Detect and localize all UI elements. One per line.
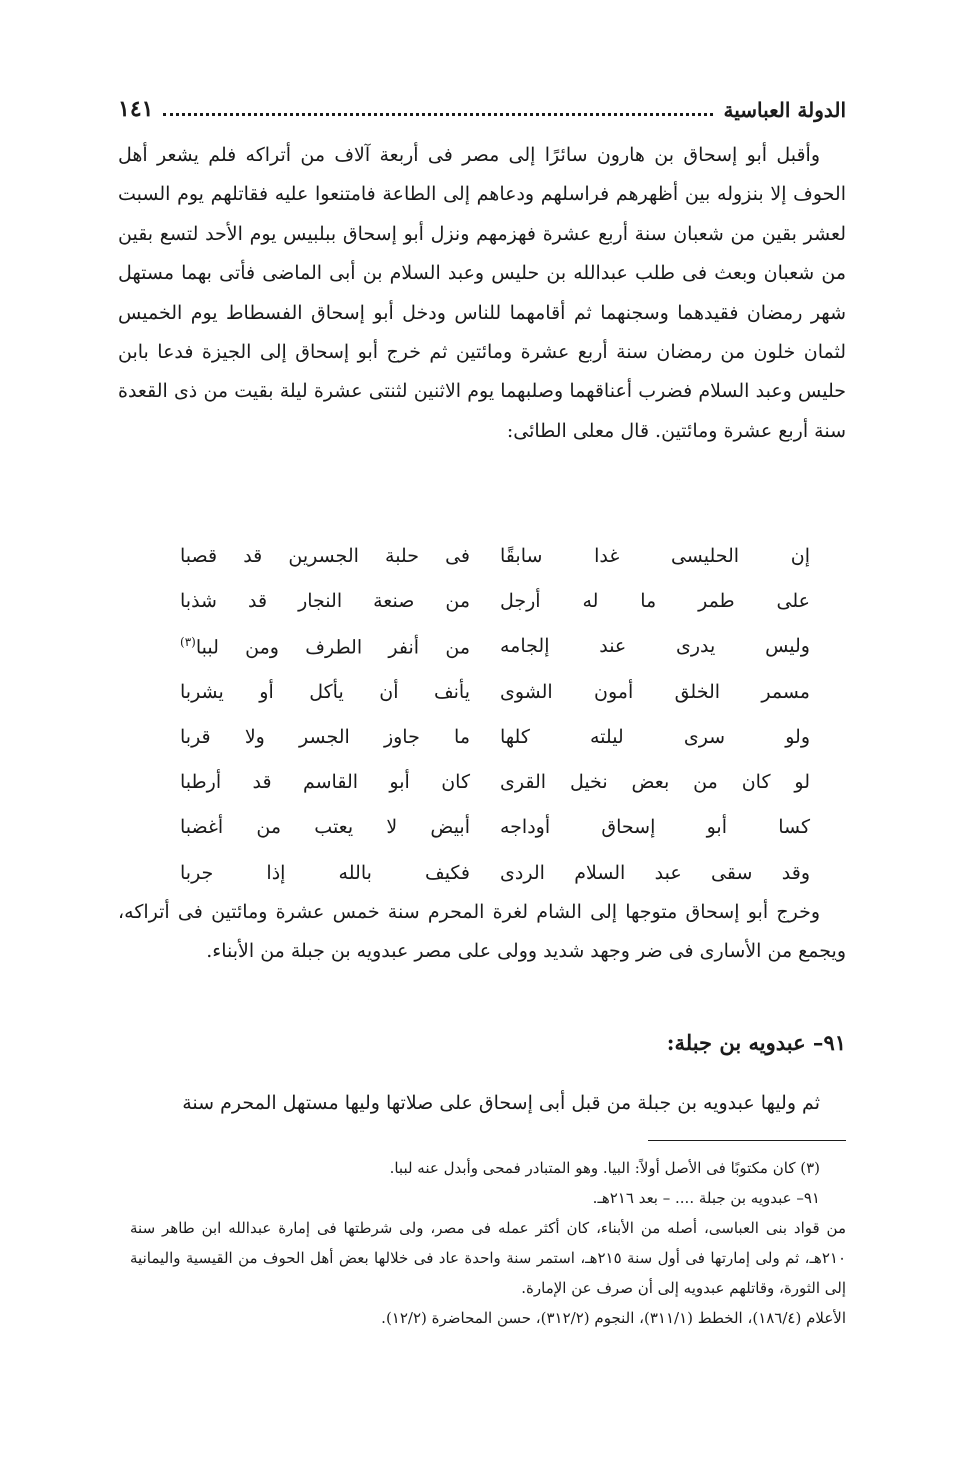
verse-row	[180, 850, 810, 895]
footnote-marker: (٣)	[180, 634, 196, 649]
verse-row	[180, 805, 810, 850]
running-title: الدولة العباسية	[723, 98, 846, 122]
page-number: ١٤١	[118, 96, 154, 122]
verse-second-hemistich: أبيض لا يعتب من أغضبا	[180, 816, 470, 839]
verse-second-hemistich: فى حلبة الجسرين قد قصبا	[180, 544, 470, 567]
verse-row	[180, 714, 810, 759]
footnote-entry-head: ٩١– عبدويه بن جبلة .... – بعد ٢١٦هـ.	[592, 1189, 820, 1207]
paragraph-3: ثم وليها عبدويه بن جبلة من قبل أبى إسحاق على صلاتها وليها مستهل المحرم سنة	[182, 1092, 820, 1114]
body-text-block-2	[118, 893, 846, 972]
poem	[180, 533, 810, 895]
verse-first-hemistich: كسا أبو إسحاق أوداجه	[500, 816, 810, 839]
verse-row	[180, 533, 810, 578]
verse-first-hemistich: على طمر ما له أرجل	[500, 589, 810, 612]
verse-second-hemistich: يأنف أن يأكل أو يشربا	[180, 680, 470, 703]
body-text-block-1	[118, 136, 846, 451]
verse-second-hemistich: فكيف بالله إذا جربا	[180, 861, 470, 884]
verse-row	[180, 759, 810, 804]
footnote-separator	[648, 1140, 846, 1141]
verse-first-hemistich: وليس يدرى عند إلجامه	[500, 635, 810, 658]
verse-row	[180, 624, 810, 669]
verse-row	[180, 669, 810, 714]
body-text-block-3	[118, 1084, 846, 1123]
section-heading: ٩١– عبدويه بن جبلة:	[666, 1030, 846, 1055]
verse-first-hemistich: ولو سرى ليلته كلها	[500, 725, 810, 748]
verse-first-hemistich: لو كان من بعض نخيل القرى	[500, 771, 810, 794]
footnotes	[130, 1153, 846, 1333]
running-header	[118, 88, 846, 122]
paragraph-1: وأقبل أبو إسحاق بن هارون سائرًا إلى مصر فى أربعة آلاف من أتراكه فلم يشعر أهل الحوف إلا بنزوله بين أظهرهم فراسلهم ودعاهم إلى الطاعة فامتنعوا عليه فقاتلهم يوم السبت لعشر بقين من شعبان سنة أربع عشرة فهزمهم ونزل أبو إسحاق ببلبيس يوم الأحد لتسع بقين من شعبان وبعث فى طلب عبدالله بن حليس وعبد السلام بن أبى الماضى فأتى بهما مستهل شهر رمضان فقيدهما وسجنهما ثم أقامهما للناس ودخل أبو إسحاق الفسطاط يوم الخميس لثمان خلون من رمضان سنة أربع عشرة ومائتين ثم خرج أبو إسحاق إلى الجيزة فدعا بابن حليس وعبد السلام فضرب أعناقهما وصلبهما يوم الاثنين لثنتى عشرة ليلة بقيت من ذى القعدة سنة أربع عشرة ومائتين. قال معلى الطائى:	[118, 144, 846, 442]
verse-second-hemistich: من صنعة النجار قد شذبا	[180, 589, 470, 612]
footnote-sources: الأعلام (١٨٦/٤)، الخطط (٣١١/١)، النجوم (٣١٢/٢)، حسن المحاضرة (١٢/٢).	[381, 1309, 846, 1327]
paragraph-2: وخرج أبو إسحاق متوجها إلى الشام لغرة المحرم سنة خمس عشرة ومائتين فى أتراكه، ويجمع من الأسارى فى ضر وجهد شديد وولى على مصر عبدويه بن جبلة من الأبناء.	[118, 901, 846, 963]
verse-second-text: من أنفر الطرف ومن لببا	[195, 635, 470, 658]
verse-first-hemistich: إن الحليسى غدا سابقًا	[500, 544, 810, 567]
verse-second-hemistich	[180, 635, 470, 658]
verse-first-hemistich: مسمر الخلق أمون الشوى	[500, 680, 810, 703]
footnote-entry-text: من قواد بنى العباسى، أصله من الأبناء، كان أكثر عمله فى مصر، ولى شرطتها فى إمارة عبدالله ابن طاهر سنة ٢١٠هـ، ثم ولى إمارتها فى أول سنة ٢١٥هـ، استمر سنة واحدة عاد فى خلالها بعض أهل الحوف من القيسية واليمانية إلى الثورة، وقاتلهم عبدويه إلى أن صرف عن الإمارة.	[130, 1219, 846, 1297]
footnote-3: (٣) كان مكتوبًا فى الأصل أولاً: البيا. وهو المتبادر فمحى وأبدل عنه لببا.	[389, 1159, 820, 1177]
verse-second-hemistich: كان أبو القاسم قد أرطبا	[180, 771, 470, 794]
verse-second-hemistich: ما جاوز الجسر ولا قربا	[180, 725, 470, 748]
verse-row	[180, 578, 810, 623]
verse-first-hemistich: وقد سقى عبد السلام الردى	[500, 861, 810, 884]
header-dot-leader	[163, 112, 713, 116]
